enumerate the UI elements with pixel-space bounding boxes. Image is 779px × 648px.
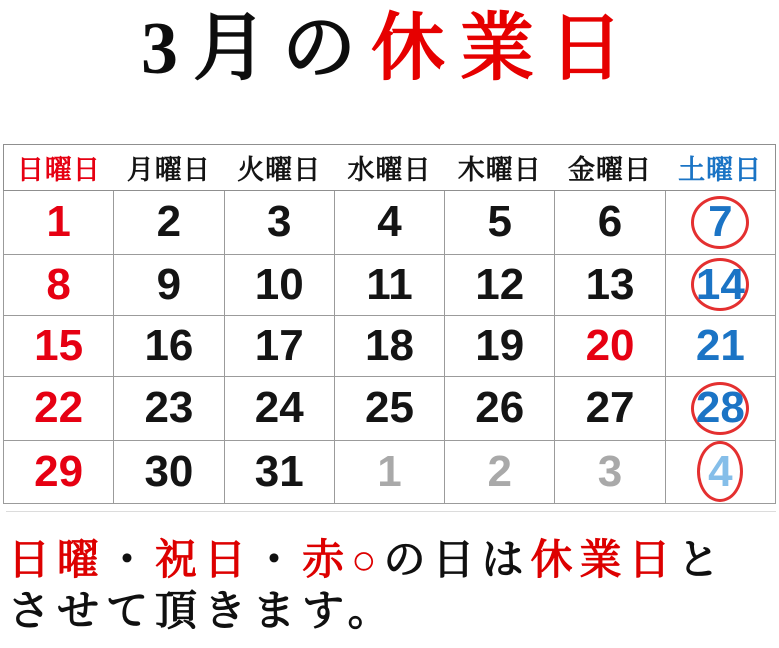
day-cell-circled xyxy=(665,440,775,503)
day-header-label: 水曜日 xyxy=(347,154,432,185)
day-cell xyxy=(4,254,114,315)
day-cell xyxy=(555,376,665,440)
table-underline xyxy=(6,511,776,512)
day-number: 16 xyxy=(144,320,194,370)
day-header-label: 火曜日 xyxy=(237,154,322,185)
day-number: 5 xyxy=(487,197,512,247)
day-cell-circled xyxy=(665,190,775,254)
footnote-line2: させて頂きます。 xyxy=(8,588,397,635)
day-number: 4 xyxy=(377,197,402,247)
day-number: 26 xyxy=(475,383,525,433)
day-number: 10 xyxy=(254,259,304,309)
day-header-label: 金曜日 xyxy=(568,154,653,185)
footnote-text xyxy=(8,536,779,638)
day-cell xyxy=(445,376,555,440)
day-number: 24 xyxy=(254,383,304,433)
day-cell xyxy=(445,190,555,254)
day-number-next-month: 2 xyxy=(487,446,512,496)
footnote-segment: 日曜 xyxy=(8,537,107,584)
day-number-circled: 7 xyxy=(691,196,749,249)
week-row xyxy=(4,190,776,254)
footnote-segment: 祝日 xyxy=(155,537,254,584)
day-number: 30 xyxy=(144,446,194,496)
day-cell xyxy=(555,190,665,254)
day-header-tuesday xyxy=(224,144,334,190)
day-number: 19 xyxy=(475,320,525,370)
day-cell xyxy=(4,440,114,503)
day-number: 25 xyxy=(365,383,414,433)
day-cell xyxy=(4,190,114,254)
day-number: 9 xyxy=(156,259,182,309)
day-number-holiday: 20 xyxy=(585,320,635,370)
day-cell xyxy=(224,190,334,254)
day-cell xyxy=(334,254,444,315)
title-closed-days: 休業日 xyxy=(371,8,638,90)
day-cell-circled xyxy=(665,376,775,440)
day-header-wednesday xyxy=(334,144,444,190)
day-number: 11 xyxy=(366,259,413,309)
day-number: 27 xyxy=(585,383,635,433)
day-number: 17 xyxy=(254,320,304,370)
footnote-line1 xyxy=(8,536,779,587)
day-header-thursday xyxy=(445,144,555,190)
day-cell xyxy=(224,315,334,376)
day-number-circled: 4 xyxy=(697,441,743,502)
day-cell xyxy=(114,315,224,376)
day-number: 29 xyxy=(34,446,84,496)
week-row xyxy=(4,376,776,440)
footnote-segment: の日は xyxy=(383,537,531,584)
footnote-segment: 休業日 xyxy=(530,537,678,584)
day-cell xyxy=(334,376,444,440)
day-cell xyxy=(4,315,114,376)
day-number: 3 xyxy=(266,197,292,247)
day-cell xyxy=(114,190,224,254)
day-header-label: 土曜日 xyxy=(678,154,763,185)
page-title xyxy=(0,0,779,97)
footnote-segment: ・ xyxy=(106,537,156,584)
day-cell xyxy=(224,254,334,315)
day-number: 15 xyxy=(34,320,84,370)
day-number: 22 xyxy=(34,383,84,433)
title-month: 3月の xyxy=(141,8,371,90)
day-cell-next-month xyxy=(445,440,555,503)
day-cell xyxy=(224,440,334,503)
day-cell-holiday xyxy=(555,315,665,376)
day-cell xyxy=(334,190,444,254)
day-number-next-month: 3 xyxy=(597,446,623,496)
day-number: 21 xyxy=(695,320,745,370)
day-number: 6 xyxy=(597,197,623,247)
day-cell xyxy=(114,376,224,440)
day-number-next-month: 1 xyxy=(377,446,402,496)
day-cell xyxy=(4,376,114,440)
day-header-monday xyxy=(114,144,224,190)
day-number: 13 xyxy=(585,259,635,309)
week-row xyxy=(4,254,776,315)
day-number: 31 xyxy=(254,446,304,496)
day-cell xyxy=(665,315,775,376)
week-row xyxy=(4,315,776,376)
day-number: 8 xyxy=(46,259,71,309)
day-cell xyxy=(445,315,555,376)
day-number: 18 xyxy=(365,320,414,370)
weekday-header-row xyxy=(4,144,776,190)
day-number-circled: 14 xyxy=(691,258,749,311)
day-header-label: 木曜日 xyxy=(457,154,542,185)
day-header-sunday xyxy=(4,144,114,190)
day-cell xyxy=(334,315,444,376)
footnote-segment: と xyxy=(677,537,727,584)
day-number: 2 xyxy=(156,197,182,247)
day-cell xyxy=(114,440,224,503)
day-cell xyxy=(224,376,334,440)
day-number: 23 xyxy=(144,383,194,433)
day-header-friday xyxy=(555,144,665,190)
day-number: 1 xyxy=(46,197,71,247)
day-cell-next-month xyxy=(555,440,665,503)
day-number-circled: 28 xyxy=(691,382,749,435)
day-header-label: 月曜日 xyxy=(126,154,211,185)
day-header-saturday xyxy=(665,144,775,190)
day-cell xyxy=(555,254,665,315)
day-cell-next-month xyxy=(334,440,444,503)
week-row xyxy=(4,440,776,503)
day-cell xyxy=(445,254,555,315)
day-cell xyxy=(114,254,224,315)
day-cell-circled xyxy=(665,254,775,315)
footnote-segment: 赤○ xyxy=(302,537,384,584)
day-header-label: 日曜日 xyxy=(16,154,101,185)
footnote-segment: ・ xyxy=(253,537,303,584)
march-calendar xyxy=(3,144,776,504)
day-number: 12 xyxy=(475,259,525,309)
